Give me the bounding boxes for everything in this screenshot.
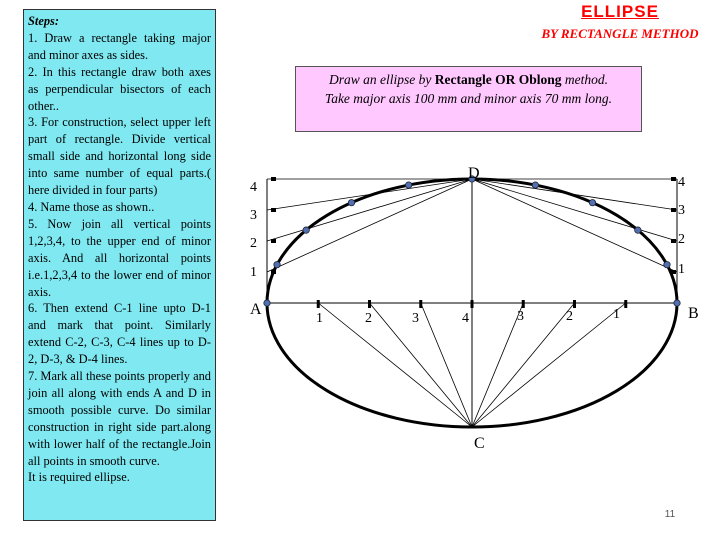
- right-side-label-4: 4: [678, 175, 685, 190]
- step-6: 6. Then extend C-1 line upto D-1 and mark that point. Similarly extend C-2, C-3, C-4 lines up to D-2, D-3, & D-4 lines.: [28, 301, 211, 367]
- left-side-tick-1: [271, 270, 276, 274]
- left-side-label-4: 4: [250, 180, 257, 195]
- axis-left-label-2: 2: [365, 311, 372, 326]
- right-ellipse-point-1: [664, 261, 670, 267]
- left-axis-tick-2: [368, 300, 371, 308]
- page-title: ELLIPSE: [581, 2, 659, 21]
- right-side-line-to-D-1: [472, 179, 677, 272]
- right-ellipse-point-3: [589, 199, 595, 205]
- page-subtitle: BY RECTANGLE METHOD: [541, 26, 699, 41]
- left-axis-line-to-C-1: [318, 303, 472, 427]
- right-axis-line-to-C-1: [472, 303, 626, 427]
- left-side-label-1: 1: [250, 265, 257, 280]
- right-ellipse-point-2: [635, 227, 641, 233]
- step-1: 1. Draw a rectangle taking major and minor axes as sides.: [28, 30, 211, 62]
- step-2: 2. In this rectangle draw both axes as perpendicular bisectors of each other..: [28, 64, 211, 113]
- label-A: A: [250, 301, 262, 318]
- problem-method: Rectangle OR Oblong: [434, 72, 562, 87]
- right-side-line-to-D-2: [472, 179, 677, 241]
- step-7: 7. Mark all these points properly and join all along with ends A and D in smooth possible curve. Do similar construction in right side part.along with lower half of the rectangle.Join all points in smooth curve.: [28, 369, 211, 468]
- left-axis-line-to-C-2: [370, 303, 473, 427]
- center-axis-tick: [471, 300, 474, 308]
- right-axis-tick-3: [522, 300, 525, 308]
- left-side-tick-4: [271, 177, 276, 181]
- step-4: 4. Name those as shown..: [28, 199, 155, 214]
- left-side-label-3: 3: [250, 208, 257, 223]
- right-side-label-1: 1: [678, 262, 685, 277]
- steps-heading: Steps:: [28, 14, 59, 28]
- left-ellipse-point-4: [405, 182, 411, 188]
- right-side-tick-4: [671, 177, 676, 181]
- left-side-tick-2: [271, 239, 276, 243]
- axis-left-label-1: 1: [316, 311, 323, 326]
- left-side-line-to-D-1: [267, 179, 472, 272]
- right-axis-tick-1: [624, 300, 627, 308]
- problem-text-2: method.: [561, 72, 608, 87]
- left-axis-tick-1: [317, 300, 320, 308]
- right-side-tick-3: [671, 208, 676, 212]
- label-D: D: [468, 165, 480, 182]
- right-side-label-3: 3: [678, 203, 685, 218]
- point-A: [264, 300, 270, 306]
- left-ellipse-point-1: [274, 261, 280, 267]
- left-side-tick-3: [271, 208, 276, 212]
- left-ellipse-point-2: [303, 227, 309, 233]
- left-side-label-2: 2: [250, 236, 257, 251]
- step-3: 3. For construction, select upper left part of rectangle. Divide vertical small side and horizontal long side into same number of equal parts.( here divided in four parts): [28, 115, 211, 198]
- label-C: C: [474, 435, 485, 452]
- right-ellipse-point-4: [532, 182, 538, 188]
- axis-right-label-2: 2: [566, 309, 573, 324]
- step-5: 5. Now join all vertical points 1,2,3,4, to the upper end of minor axis. And all horizontal points i.e.1,2,3,4 to the lower end of minor axis.: [28, 216, 211, 299]
- axis-right-label-1: 1: [613, 307, 620, 322]
- right-side-tick-2: [671, 239, 676, 243]
- left-side-line-to-D-2: [267, 179, 472, 241]
- right-axis-line-to-C-3: [472, 303, 523, 427]
- problem-text-1: Draw an ellipse by: [329, 72, 435, 87]
- right-side-label-2: 2: [678, 232, 685, 247]
- axis-left-label-3: 3: [412, 311, 419, 326]
- problem-text-3: Take major axis 100 mm and minor axis 70 mm long.: [324, 91, 613, 106]
- right-side-tick-1: [671, 270, 676, 274]
- left-ellipse-point-3: [348, 199, 354, 205]
- right-axis-tick-2: [573, 300, 576, 308]
- label-B: B: [688, 305, 699, 322]
- axis-left-label-4: 4: [462, 311, 469, 326]
- axis-right-label-3: 3: [517, 309, 524, 324]
- point-B: [674, 300, 680, 306]
- step-8: It is required ellipse.: [28, 470, 130, 485]
- page-number: 11: [664, 509, 676, 520]
- left-axis-tick-3: [419, 300, 422, 308]
